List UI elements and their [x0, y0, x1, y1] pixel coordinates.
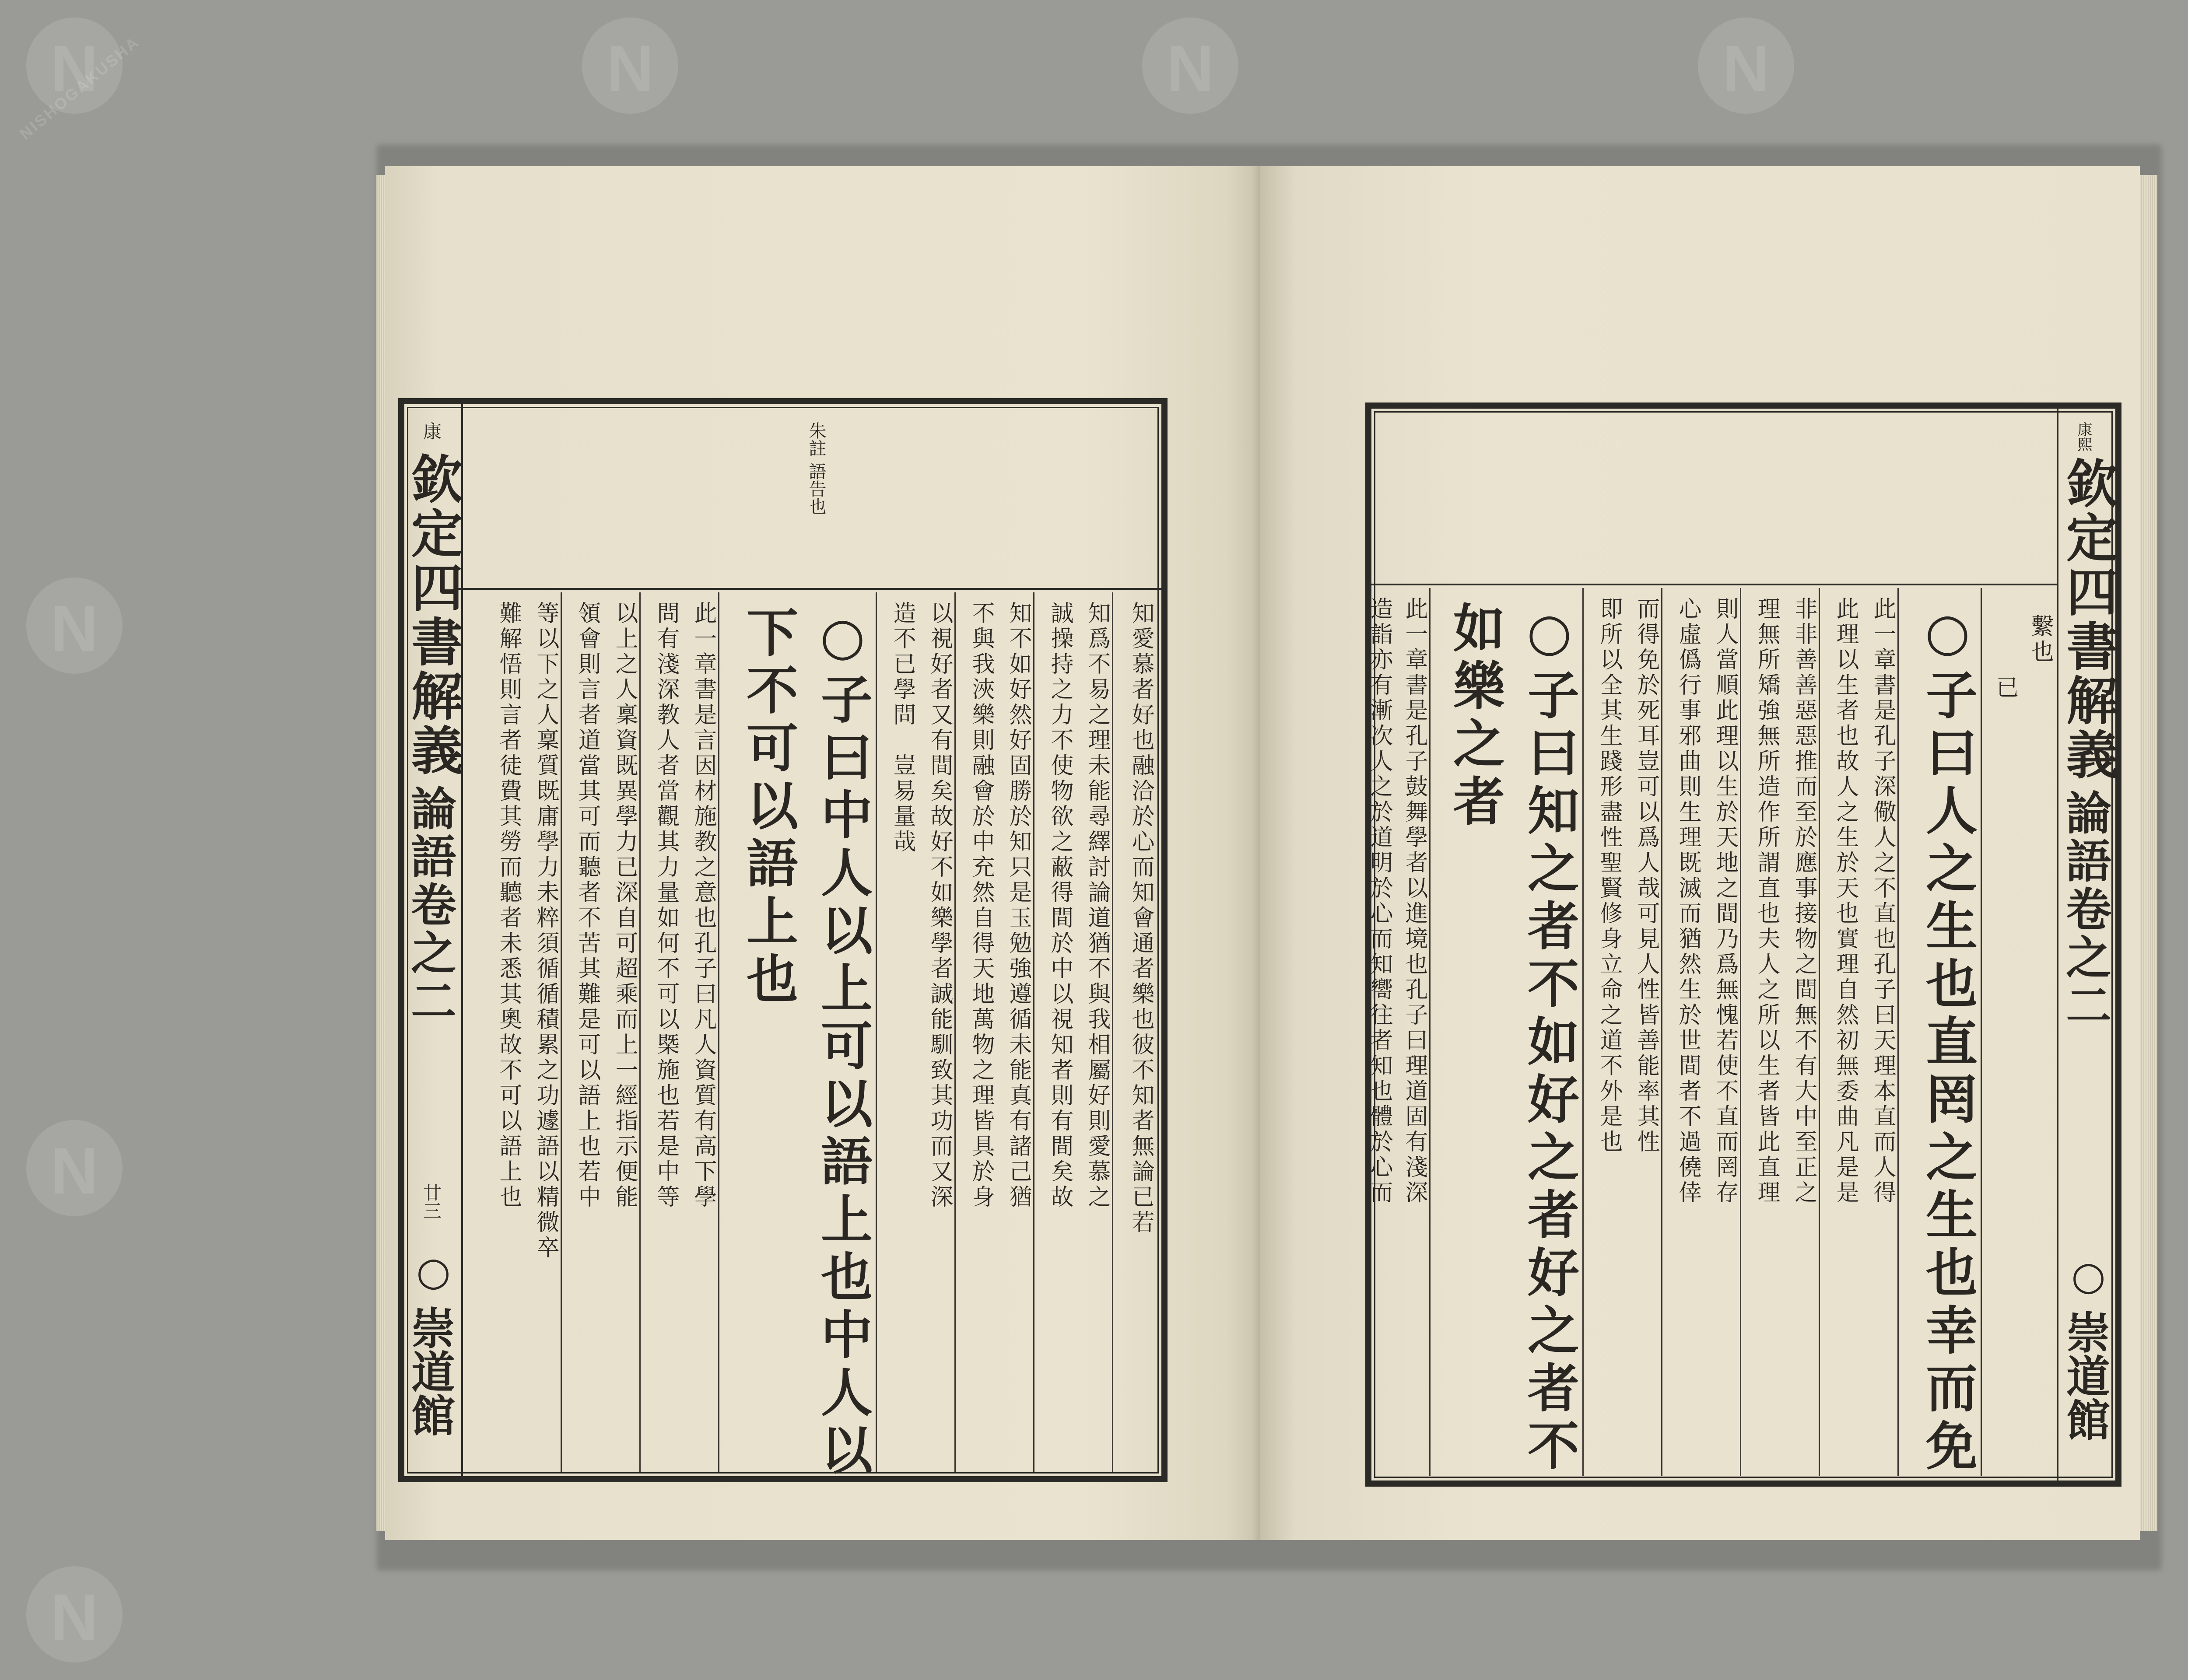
text-column: 此一章書是言因材施教之意也孔子曰凡人資質有高下學	[690, 601, 716, 1210]
main-text: 子曰人之生也直罔之生也幸而免	[1917, 668, 1978, 1477]
column-rule	[1033, 592, 1034, 1472]
margin-volume: 論語卷之二	[2058, 789, 2112, 1030]
column-rule	[1429, 588, 1431, 1476]
main-text-column	[1519, 588, 1580, 1477]
main-text-column: 下不可以語上也	[738, 606, 799, 1010]
column-rule	[561, 592, 562, 1472]
watermark-logo-icon	[26, 578, 123, 674]
column-rule	[1661, 588, 1662, 1476]
text-column: 此一章書是孔子鼓舞學者以進境也孔子曰理道固有淺深	[1401, 597, 1427, 1206]
column-rule	[1740, 588, 1741, 1476]
left-margin-strip	[404, 404, 463, 1476]
left-body	[463, 592, 1157, 1481]
right-body	[1366, 588, 2056, 1477]
margin-volume: 論語卷之二	[403, 785, 457, 1026]
margin-title: 欽定四書解義	[2058, 457, 2118, 782]
watermark-text: NISHOGAKUSHA	[16, 32, 143, 143]
main-text: 子曰知之者不如好之者好之者不	[1519, 668, 1580, 1477]
text-column: 難解悟則言者徒費其勞而聽者未悉其奧故不可以語上也	[495, 601, 522, 1210]
margin-publisher: 崇道館	[404, 1306, 456, 1437]
margin-title: 欽定四書解義	[403, 452, 463, 778]
text-column: 知爲不易之理未能尋繹討論道猶不與我相屬好則愛慕之	[1084, 601, 1110, 1210]
column-rule	[876, 592, 877, 1472]
watermark-logo-icon	[26, 1566, 123, 1662]
circle-mark-icon: ○	[410, 1249, 456, 1295]
right-page	[1260, 166, 2140, 1540]
right-text-frame	[1365, 402, 2121, 1487]
watermark-logo-icon	[26, 1120, 123, 1216]
main-text-column	[812, 592, 873, 1481]
text-column: 造詣亦有漸次人之於道明於心而知嚮往者知也體於心而	[1366, 597, 1392, 1206]
left-page	[385, 166, 1260, 1540]
text-column: 以上之人稟資既異學力已深自可超乘而上一經指示便能	[611, 601, 638, 1210]
text-column: 非非善善惡惡推而至於應事接物之間無不有大中至正之	[1791, 597, 1817, 1206]
text-column: 知愛慕者好也融洽於心而知會通者樂也彼不知者無論已若	[1128, 601, 1154, 1236]
column-rule	[1112, 592, 1113, 1472]
circle-mark-icon: ○	[812, 606, 873, 672]
text-column: 問有淺深教人者當觀其力量如何不可以槩施也若是中等	[653, 601, 679, 1210]
page-number: 廿三	[421, 1183, 442, 1220]
text-column: 此一章書是孔子深儆人之不直也孔子曰天理本直而人得	[1869, 597, 1896, 1206]
column-rule	[639, 592, 641, 1472]
text-column: 則人當順此理以生於天地之間乃爲無愧若使不直而罔存	[1712, 597, 1738, 1206]
circle-mark-icon: ○	[2065, 1253, 2111, 1299]
text-column: 等以下之人稟質既庸學力未粹須循循積累之功遽語以精微卒	[533, 601, 559, 1261]
margin-era: 康	[421, 422, 442, 440]
column-rule	[954, 592, 956, 1472]
watermark-logo-icon	[1698, 18, 1794, 114]
text-column: 領會則言者道當其可而聽者不苦其難是可以語上也若中	[574, 601, 600, 1210]
circle-mark-icon: ○	[1519, 601, 1580, 668]
text-column: 心虛僞行事邪曲則生理既滅而猶然生於世間者不過僥倖	[1675, 597, 1701, 1206]
main-text-column	[1917, 588, 1978, 1477]
text-column: 不與我浹樂則融會於中充然自得天地萬物之理皆具於身	[968, 601, 994, 1210]
margin-publisher: 崇道館	[2059, 1310, 2111, 1441]
headnote: 朱註 語告也	[806, 422, 826, 515]
main-text-column: 如樂之者	[1445, 601, 1505, 832]
text-column: 已	[1992, 676, 2018, 701]
text-column: 以視好者又有間矣故好不如樂學者誠能馴致其功而又深	[926, 601, 953, 1210]
text-column: 知不如好然好固勝於知只是玉勉強遵循未能真有諸己猶	[1005, 601, 1031, 1210]
margin-era: 康熙	[2075, 422, 2092, 452]
headnote-divider	[1371, 584, 2058, 585]
headnote-divider	[457, 588, 1161, 590]
watermark-logo-icon	[582, 18, 678, 114]
main-text: 子曰中人以上可以語上也中人以	[812, 672, 873, 1481]
text-column: 誠操持之力不使物欲之蔽得間於中以視知者則有間矣故	[1047, 601, 1073, 1210]
text-column: 此理以生者也故人之生於天也實理自然初無委曲凡是是	[1832, 597, 1858, 1206]
column-rule	[1582, 588, 1584, 1476]
page-edge-right	[2140, 175, 2157, 1531]
circle-mark-icon: ○	[1917, 601, 1978, 668]
column-rule	[1819, 588, 1820, 1476]
text-column: 即所以全其生踐形盡性聖賢修身立命之道不外是也	[1596, 597, 1622, 1155]
text-column: 造不已學問 豈易量哉	[889, 601, 915, 855]
text-column: 理無所矯強無所造作所謂直也夫人之所以生者皆此直理	[1753, 597, 1780, 1206]
column-rule	[1981, 588, 1982, 1476]
column-rule	[1897, 588, 1899, 1476]
watermark-logo-icon	[1142, 18, 1238, 114]
right-margin-strip	[2057, 409, 2118, 1480]
text-column: 而得免於死耳豈可以爲人哉可見人性皆善能率其性	[1633, 597, 1659, 1155]
left-text-frame	[398, 398, 1168, 1482]
column-rule	[718, 592, 719, 1472]
text-column: 繫也	[2027, 614, 2053, 665]
